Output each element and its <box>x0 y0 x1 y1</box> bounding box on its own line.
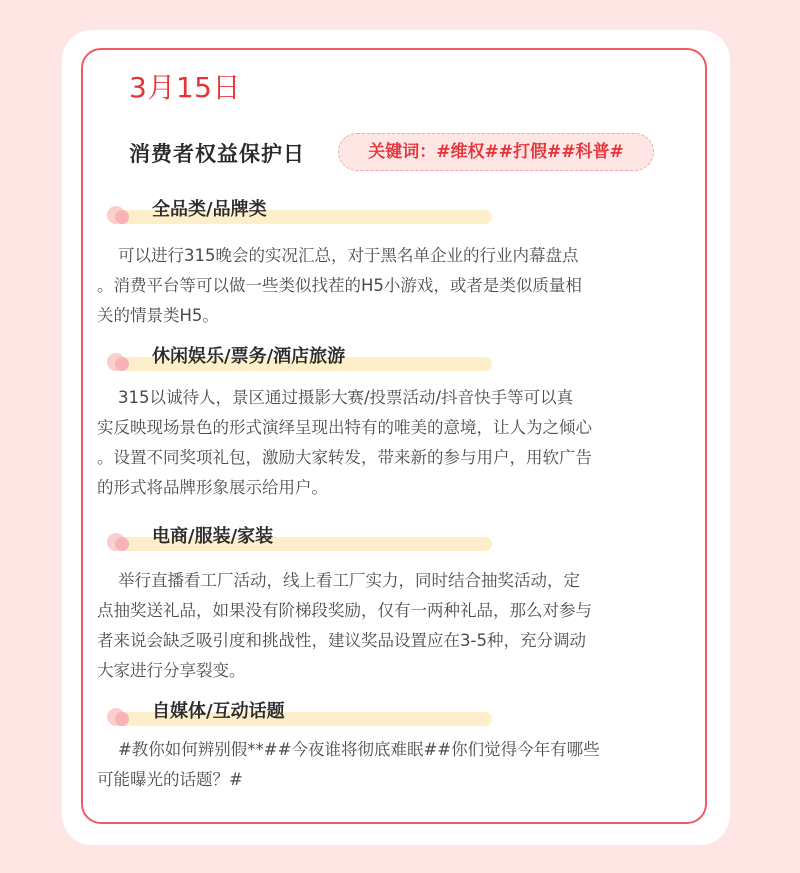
page-title: 消费者权益保护日 <box>129 142 305 166</box>
decorative-dot <box>115 712 129 726</box>
section-title: 自媒体/互动话题 <box>152 701 285 722</box>
keywords-badge: 关键词：#维权##打假##科普# <box>338 133 654 171</box>
section-title: 电商/服装/家装 <box>152 526 274 547</box>
section-body: 举行直播看工厂活动，线上看工厂实力，同时结合抽奖活动，定 点抽奖送礼品，如果没有阶梯段奖励，仅有一两种礼品，那么对参与 者来说会缺乏吸引度和挑战性，建议奖品设置应在3-5种，充分调动 大家进行分享裂变。 <box>97 571 592 680</box>
section-body: #教你如何辨别假**##今夜谁将彻底难眠##你们觉得今年有哪些 可能曝光的话题？# <box>97 740 600 789</box>
decorative-dot <box>115 357 129 371</box>
section-body: 可以进行315晚会的实况汇总，对于黑名单企业的行业内幕盘点 。消费平台等可以做一些类似找茬的H5小游戏，或者是类似质量相 关的情景类H5。 <box>97 246 582 325</box>
date-heading: 3月15日 <box>129 71 241 104</box>
section-title: 休闲娱乐/票务/酒店旅游 <box>152 346 346 367</box>
section-body: 315以诚待人，景区通过摄影大赛/投票活动/抖音快手等可以真 实反映现场景色的形式演绎呈现出特有的唯美的意境，让人为之倾心 。设置不同奖项礼包，激励大家转发，带来新的参与用户，用软广告 的形式将品牌形象展示给用户。 <box>97 388 592 497</box>
decorative-dot <box>115 537 129 551</box>
section-title: 全品类/品牌类 <box>152 199 267 220</box>
decorative-dot <box>115 210 129 224</box>
